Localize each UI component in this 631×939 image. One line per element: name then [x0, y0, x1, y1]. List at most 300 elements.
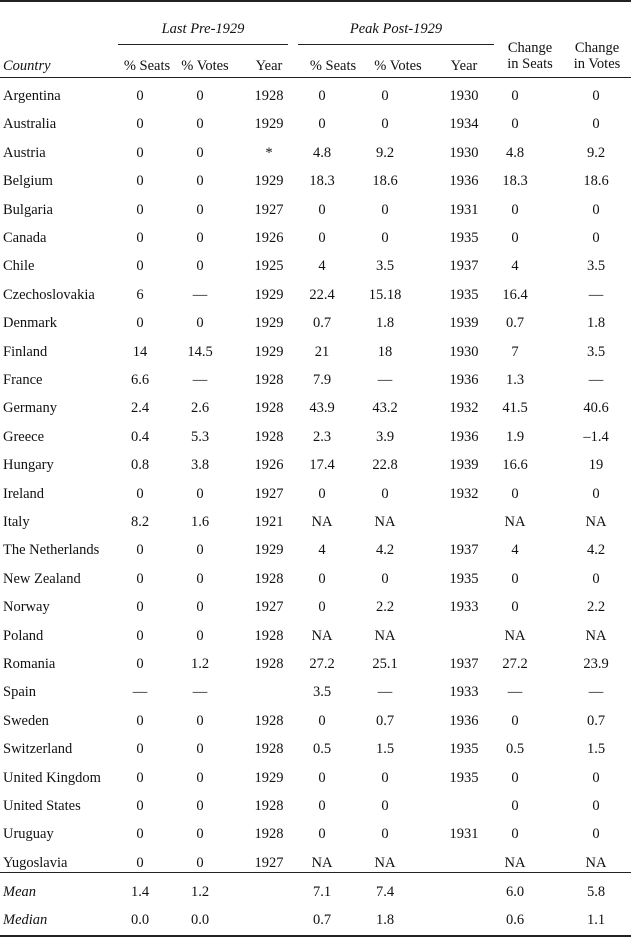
- cell-post-seats: 0: [318, 230, 326, 246]
- cell-pre-votes: 0: [196, 855, 204, 871]
- cell-pre-votes: 2.6: [190, 400, 210, 416]
- cell-change-seats: 16.6: [502, 457, 528, 473]
- cell-country: Finland: [3, 344, 48, 360]
- table-row: [0, 342, 631, 362]
- cell-change-votes: 0: [592, 88, 600, 104]
- cell-post-seats: 2.3: [312, 429, 332, 445]
- table-row: [0, 682, 631, 702]
- cell-post-seats: 0: [318, 88, 326, 104]
- cell-pre-year: 1929: [254, 770, 284, 786]
- cell-pre-year: *: [265, 145, 273, 161]
- table-row: [0, 455, 631, 475]
- cell-post-votes: —: [377, 684, 393, 700]
- column-header-change-seats-line1: Change: [507, 40, 553, 56]
- cell-post-year: 1937: [449, 542, 479, 558]
- table-row: [0, 256, 631, 276]
- cell-pre-year: 1927: [254, 486, 284, 502]
- cell-post-votes: 2.2: [375, 599, 395, 615]
- cell-pre-year: 1928: [254, 741, 284, 757]
- cell-post-seats: 0.7: [312, 912, 332, 928]
- table-row: [0, 739, 631, 759]
- cell-country: Hungary: [3, 457, 54, 473]
- cell-pre-year: 1929: [254, 315, 284, 331]
- cell-country: Italy: [3, 514, 30, 530]
- cell-country: Yugoslavia: [3, 855, 68, 871]
- cell-post-year: 1939: [449, 315, 479, 331]
- cell-pre-seats: 0: [136, 599, 144, 615]
- cell-pre-votes: 0: [196, 571, 204, 587]
- cell-pre-votes: 3.8: [190, 457, 210, 473]
- cell-pre-year: 1926: [254, 457, 284, 473]
- cell-post-votes: 0: [381, 571, 389, 587]
- cell-post-year: 1934: [449, 116, 479, 132]
- cell-pre-seats: 0: [136, 741, 144, 757]
- column-header-change-votes: [565, 40, 629, 72]
- cell-change-votes: —: [588, 372, 604, 388]
- table-row: [0, 228, 631, 248]
- cell-pre-votes: 0: [196, 826, 204, 842]
- cell-pre-votes: —: [192, 287, 208, 303]
- cell-change-seats: 0: [511, 202, 519, 218]
- cell-change-votes: 0: [592, 770, 600, 786]
- cell-change-seats: 0.7: [505, 315, 525, 331]
- cell-country: Mean: [3, 884, 37, 900]
- cell-pre-votes: 0: [196, 741, 204, 757]
- cell-change-seats: NA: [504, 514, 526, 530]
- cell-post-year: 1936: [449, 372, 479, 388]
- cell-country: Chile: [3, 258, 35, 274]
- table-row: [0, 484, 631, 504]
- cell-post-seats: 4.8: [312, 145, 332, 161]
- cell-pre-seats: 0: [136, 145, 144, 161]
- cell-change-votes: 0: [592, 486, 600, 502]
- table-bottom-rule: [0, 935, 631, 937]
- cell-pre-votes: 0: [196, 88, 204, 104]
- column-header-change-votes-line2: in Votes: [573, 56, 621, 72]
- cell-change-votes: 9.2: [586, 145, 606, 161]
- cell-change-seats: 0: [511, 116, 519, 132]
- cell-pre-votes: 0.0: [190, 912, 210, 928]
- cell-pre-seats: 0.4: [130, 429, 150, 445]
- cell-post-votes: 0: [381, 770, 389, 786]
- cell-change-votes: –1.4: [583, 429, 609, 445]
- cell-post-year: 1930: [449, 344, 479, 360]
- cell-change-seats: 41.5: [502, 400, 528, 416]
- cell-post-votes: 3.9: [375, 429, 395, 445]
- cell-country: Germany: [3, 400, 57, 416]
- cell-pre-year: 1928: [254, 826, 284, 842]
- cell-country: Norway: [3, 599, 50, 615]
- cell-pre-seats: 0: [136, 230, 144, 246]
- cell-country: Spain: [3, 684, 37, 700]
- table-row: [0, 569, 631, 589]
- cell-country: Median: [3, 912, 48, 928]
- cell-change-votes: 18.6: [583, 173, 609, 189]
- table-row: [0, 171, 631, 191]
- cell-pre-seats: 0: [136, 571, 144, 587]
- cell-pre-votes: 0: [196, 542, 204, 558]
- cell-change-votes: NA: [585, 855, 607, 871]
- cell-change-seats: 0: [511, 713, 519, 729]
- table-row: [0, 540, 631, 560]
- cell-country: Denmark: [3, 315, 57, 331]
- column-header-change-seats: [498, 40, 562, 72]
- cell-country: Austria: [3, 145, 46, 161]
- cell-country: Canada: [3, 230, 47, 246]
- group-underline-post: [298, 44, 494, 45]
- cell-change-seats: 7: [511, 344, 519, 360]
- cell-pre-seats: 0: [136, 855, 144, 871]
- cell-change-votes: 0: [592, 571, 600, 587]
- cell-post-seats: 0: [318, 713, 326, 729]
- cell-country: Belgium: [3, 173, 53, 189]
- cell-post-year: 1935: [449, 741, 479, 757]
- cell-change-seats: 0.5: [505, 741, 525, 757]
- cell-post-seats: 0: [318, 826, 326, 842]
- cell-pre-seats: 0: [136, 315, 144, 331]
- cell-country: France: [3, 372, 43, 388]
- cell-country: United Kingdom: [3, 770, 101, 786]
- cell-change-seats: 0: [511, 770, 519, 786]
- cell-change-seats: 0: [511, 230, 519, 246]
- cell-pre-seats: 0: [136, 173, 144, 189]
- cell-pre-seats: 0: [136, 116, 144, 132]
- table-row: [0, 200, 631, 220]
- cell-post-seats: 4: [318, 258, 326, 274]
- cell-pre-seats: 0: [136, 826, 144, 842]
- table-top-rule: [0, 0, 631, 2]
- cell-post-seats: 27.2: [309, 656, 335, 672]
- cell-change-votes: 0: [592, 202, 600, 218]
- cell-pre-votes: 0: [196, 713, 204, 729]
- cell-pre-seats: 0: [136, 770, 144, 786]
- cell-post-seats: 0.5: [312, 741, 332, 757]
- cell-post-votes: NA: [374, 628, 396, 644]
- cell-change-seats: 0: [511, 571, 519, 587]
- cell-change-votes: 4.2: [586, 542, 606, 558]
- column-header-post-year: Year: [450, 58, 478, 74]
- cell-country: Sweden: [3, 713, 49, 729]
- cell-change-seats: 0: [511, 486, 519, 502]
- column-header-change-votes-line1: Change: [574, 40, 620, 56]
- cell-country: Poland: [3, 628, 44, 644]
- cell-pre-votes: 0: [196, 145, 204, 161]
- cell-pre-votes: —: [192, 684, 208, 700]
- cell-pre-seats: 0: [136, 628, 144, 644]
- summary-row: [0, 882, 631, 902]
- group-title-pre-1929: Last Pre-1929: [161, 21, 245, 37]
- cell-post-year: 1939: [449, 457, 479, 473]
- cell-pre-year: 1927: [254, 202, 284, 218]
- cell-post-seats: NA: [311, 514, 333, 530]
- cell-post-seats: 3.5: [312, 684, 332, 700]
- cell-pre-seats: 0: [136, 713, 144, 729]
- cell-pre-votes: 0: [196, 116, 204, 132]
- cell-change-votes: —: [588, 287, 604, 303]
- table-row: [0, 285, 631, 305]
- header-rule: [0, 77, 631, 78]
- cell-post-votes: 1.8: [375, 912, 395, 928]
- cell-change-seats: 18.3: [502, 173, 528, 189]
- cell-country: Argentina: [3, 88, 61, 104]
- cell-change-seats: NA: [504, 628, 526, 644]
- cell-post-votes: 7.4: [375, 884, 395, 900]
- cell-change-seats: 4.8: [505, 145, 525, 161]
- summary-rule: [0, 872, 631, 873]
- cell-post-votes: 3.5: [375, 258, 395, 274]
- cell-change-votes: 0: [592, 116, 600, 132]
- column-header-pre-votes: % Votes: [181, 58, 229, 74]
- cell-pre-year: 1928: [254, 400, 284, 416]
- cell-post-votes: 25.1: [372, 656, 398, 672]
- cell-pre-votes: 1.2: [190, 656, 210, 672]
- cell-pre-year: 1928: [254, 429, 284, 445]
- table-row: [0, 143, 631, 163]
- cell-pre-seats: 6.6: [130, 372, 150, 388]
- cell-country: Ireland: [3, 486, 45, 502]
- cell-post-seats: 22.4: [309, 287, 335, 303]
- cell-post-seats: NA: [311, 628, 333, 644]
- cell-change-votes: 0.7: [586, 713, 606, 729]
- cell-change-votes: 0: [592, 826, 600, 842]
- cell-pre-votes: 1.2: [190, 884, 210, 900]
- cell-change-seats: 1.3: [505, 372, 525, 388]
- cell-country: New Zealand: [3, 571, 81, 587]
- cell-post-year: 1937: [449, 656, 479, 672]
- cell-pre-votes: 0: [196, 173, 204, 189]
- cell-country: United States: [3, 798, 81, 814]
- cell-post-seats: 0: [318, 116, 326, 132]
- cell-post-year: 1936: [449, 173, 479, 189]
- cell-post-seats: 43.9: [309, 400, 335, 416]
- cell-post-seats: 21: [314, 344, 330, 360]
- cell-change-votes: 23.9: [583, 656, 609, 672]
- cell-change-seats: 0: [511, 599, 519, 615]
- cell-post-seats: 0.7: [312, 315, 332, 331]
- table-row: [0, 512, 631, 532]
- cell-post-year: 1932: [449, 400, 479, 416]
- cell-change-seats: 6.0: [505, 884, 525, 900]
- cell-pre-seats: 0: [136, 88, 144, 104]
- cell-change-seats: 1.9: [505, 429, 525, 445]
- cell-change-seats: 0: [511, 88, 519, 104]
- cell-change-votes: —: [588, 684, 604, 700]
- cell-country: Bulgaria: [3, 202, 53, 218]
- cell-post-year: 1931: [449, 202, 479, 218]
- table-row: [0, 370, 631, 390]
- cell-post-seats: 17.4: [309, 457, 335, 473]
- cell-post-year: 1935: [449, 287, 479, 303]
- cell-pre-votes: 0: [196, 258, 204, 274]
- cell-change-votes: 5.8: [586, 884, 606, 900]
- column-header-pre-year: Year: [255, 58, 283, 74]
- cell-change-votes: 19: [588, 457, 604, 473]
- cell-country: Czechoslovakia: [3, 287, 95, 303]
- cell-change-seats: 16.4: [502, 287, 528, 303]
- cell-change-votes: NA: [585, 514, 607, 530]
- cell-change-votes: 1.8: [586, 315, 606, 331]
- group-underline-pre: [118, 44, 288, 45]
- cell-country: Greece: [3, 429, 45, 445]
- table-row: [0, 427, 631, 447]
- cell-change-votes: 1.1: [586, 912, 606, 928]
- cell-change-votes: 3.5: [586, 258, 606, 274]
- cell-change-seats: NA: [504, 855, 526, 871]
- table-row: [0, 597, 631, 617]
- cell-country: The Netherlands: [3, 542, 100, 558]
- cell-pre-year: 1928: [254, 372, 284, 388]
- cell-pre-year: 1928: [254, 628, 284, 644]
- cell-post-seats: 7.1: [312, 884, 332, 900]
- summary-row: [0, 910, 631, 930]
- cell-pre-votes: 0: [196, 599, 204, 615]
- cell-change-votes: 0: [592, 798, 600, 814]
- cell-country: Romania: [3, 656, 56, 672]
- cell-pre-year: 1928: [254, 656, 284, 672]
- cell-post-votes: 15.18: [368, 287, 402, 303]
- cell-pre-seats: 14: [132, 344, 148, 360]
- cell-post-year: 1936: [449, 429, 479, 445]
- cell-pre-votes: 0: [196, 230, 204, 246]
- cell-change-seats: —: [507, 684, 523, 700]
- cell-post-votes: 0: [381, 230, 389, 246]
- cell-pre-year: 1928: [254, 798, 284, 814]
- cell-post-year: 1932: [449, 486, 479, 502]
- cell-pre-votes: 5.3: [190, 429, 210, 445]
- cell-post-votes: NA: [374, 514, 396, 530]
- table-row: [0, 86, 631, 106]
- cell-pre-year: 1929: [254, 344, 284, 360]
- cell-post-year: 1936: [449, 713, 479, 729]
- cell-pre-year: 1929: [254, 287, 284, 303]
- cell-pre-seats: 0: [136, 258, 144, 274]
- column-header-country: Country: [3, 58, 51, 74]
- cell-post-votes: 0: [381, 798, 389, 814]
- cell-post-votes: 18: [377, 344, 393, 360]
- cell-pre-seats: 0.0: [130, 912, 150, 928]
- cell-pre-year: 1929: [254, 542, 284, 558]
- cell-post-seats: 7.9: [312, 372, 332, 388]
- group-title-post-1929: Peak Post-1929: [349, 21, 443, 37]
- cell-pre-year: 1927: [254, 855, 284, 871]
- cell-pre-votes: 1.6: [190, 514, 210, 530]
- cell-post-seats: 0: [318, 798, 326, 814]
- cell-post-year: 1931: [449, 826, 479, 842]
- table-row: [0, 114, 631, 134]
- table-row: [0, 853, 631, 873]
- cell-pre-year: 1927: [254, 599, 284, 615]
- cell-post-seats: 18.3: [309, 173, 335, 189]
- table-row: [0, 768, 631, 788]
- cell-post-votes: 18.6: [372, 173, 398, 189]
- cell-pre-votes: 0: [196, 628, 204, 644]
- cell-post-year: 1933: [449, 684, 479, 700]
- cell-post-votes: 1.5: [375, 741, 395, 757]
- cell-country: Uruguay: [3, 826, 54, 842]
- cell-pre-year: 1928: [254, 571, 284, 587]
- cell-pre-year: 1925: [254, 258, 284, 274]
- cell-post-votes: 0: [381, 202, 389, 218]
- cell-post-year: 1935: [449, 571, 479, 587]
- cell-post-year: 1935: [449, 770, 479, 786]
- cell-post-seats: 0: [318, 202, 326, 218]
- column-header-post-votes: % Votes: [374, 58, 422, 74]
- cell-change-votes: 1.5: [586, 741, 606, 757]
- cell-pre-seats: 1.4: [130, 884, 150, 900]
- cell-pre-year: 1921: [254, 514, 284, 530]
- cell-pre-seats: 2.4: [130, 400, 150, 416]
- cell-post-votes: 22.8: [372, 457, 398, 473]
- cell-pre-seats: 0: [136, 798, 144, 814]
- cell-pre-year: 1928: [254, 713, 284, 729]
- cell-post-year: 1933: [449, 599, 479, 615]
- table-row: [0, 626, 631, 646]
- cell-country: Switzerland: [3, 741, 73, 757]
- cell-change-votes: 2.2: [586, 599, 606, 615]
- cell-change-votes: NA: [585, 628, 607, 644]
- cell-pre-seats: —: [132, 684, 148, 700]
- cell-change-seats: 4: [511, 542, 519, 558]
- cell-pre-votes: 0: [196, 202, 204, 218]
- table-row: [0, 824, 631, 844]
- cell-change-seats: 0.6: [505, 912, 525, 928]
- cell-country: Australia: [3, 116, 57, 132]
- cell-pre-year: 1928: [254, 88, 284, 104]
- table-row: [0, 711, 631, 731]
- cell-pre-votes: 0: [196, 315, 204, 331]
- cell-pre-year: 1929: [254, 116, 284, 132]
- cell-change-seats: 0: [511, 798, 519, 814]
- cell-post-seats: 0: [318, 770, 326, 786]
- table-row: [0, 654, 631, 674]
- cell-post-year: 1935: [449, 230, 479, 246]
- cell-post-votes: 9.2: [375, 145, 395, 161]
- cell-post-votes: 0: [381, 826, 389, 842]
- cell-pre-seats: 0: [136, 202, 144, 218]
- cell-change-seats: 0: [511, 826, 519, 842]
- cell-post-votes: NA: [374, 855, 396, 871]
- table-row: [0, 796, 631, 816]
- cell-pre-seats: 0.8: [130, 457, 150, 473]
- cell-change-votes: 40.6: [583, 400, 609, 416]
- column-header-change-seats-line2: in Seats: [507, 56, 553, 72]
- cell-pre-votes: 14.5: [187, 344, 213, 360]
- column-header-post-seats: % Seats: [309, 58, 357, 74]
- column-header-pre-seats: % Seats: [123, 58, 171, 74]
- cell-pre-seats: 8.2: [130, 514, 150, 530]
- cell-post-year: 1937: [449, 258, 479, 274]
- cell-change-seats: 4: [511, 258, 519, 274]
- cell-change-votes: 3.5: [586, 344, 606, 360]
- cell-post-votes: 4.2: [375, 542, 395, 558]
- cell-pre-seats: 0: [136, 656, 144, 672]
- cell-post-seats: 0: [318, 486, 326, 502]
- cell-post-year: 1930: [449, 88, 479, 104]
- cell-post-votes: 0: [381, 116, 389, 132]
- cell-post-seats: NA: [311, 855, 333, 871]
- cell-pre-seats: 0: [136, 486, 144, 502]
- cell-post-votes: 43.2: [372, 400, 398, 416]
- cell-change-seats: 27.2: [502, 656, 528, 672]
- table-row: [0, 313, 631, 333]
- cell-pre-seats: 6: [136, 287, 144, 303]
- cell-post-seats: 0: [318, 599, 326, 615]
- cell-post-votes: —: [377, 372, 393, 388]
- cell-post-seats: 0: [318, 571, 326, 587]
- cell-pre-votes: 0: [196, 770, 204, 786]
- cell-post-votes: 0.7: [375, 713, 395, 729]
- table-row: [0, 398, 631, 418]
